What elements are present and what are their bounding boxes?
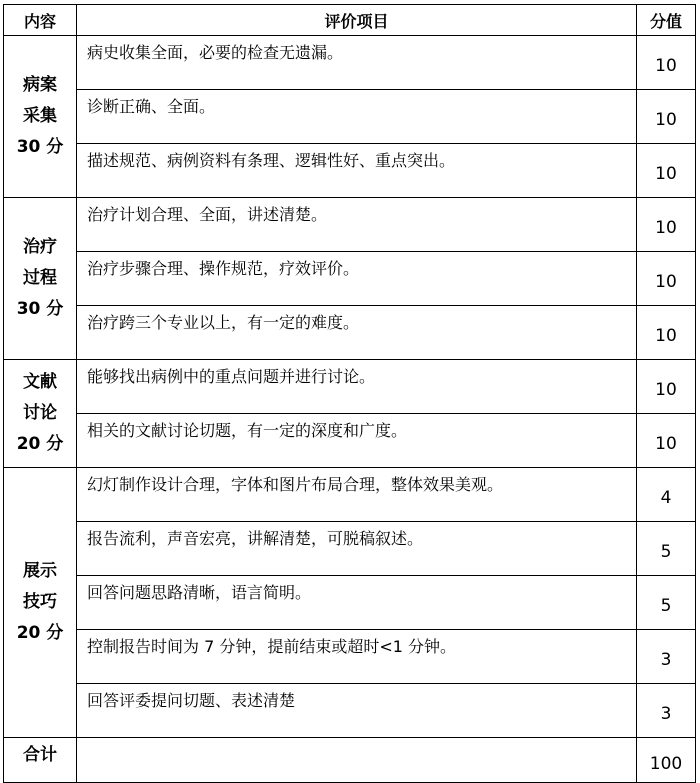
category-cell — [4, 198, 77, 360]
category-cell — [4, 468, 77, 738]
evaluation-item: 控制报告时间为 7 分钟，提前结束或超时<1 分钟。 — [77, 630, 637, 684]
score-value: 10 — [637, 414, 696, 468]
table-row — [4, 90, 696, 144]
table-row — [4, 576, 696, 630]
table-row — [4, 630, 696, 684]
evaluation-item: 治疗步骤合理、操作规范，疗效评价。 — [77, 252, 637, 306]
evaluation-table — [3, 4, 696, 783]
evaluation-item: 回答评委提问切题、表述清楚 — [77, 684, 637, 738]
table-row — [4, 36, 696, 90]
category-label-line: 展示 — [23, 561, 57, 581]
score-value: 4 — [637, 468, 696, 522]
category-label-line: 治疗 — [23, 237, 57, 257]
category-label-line: 病案 — [23, 75, 57, 95]
evaluation-item: 能够找出病例中的重点问题并进行讨论。 — [77, 360, 637, 414]
score-value: 10 — [637, 252, 696, 306]
table-row — [4, 468, 696, 522]
score-value: 10 — [637, 360, 696, 414]
total-score: 100 — [637, 738, 696, 783]
score-value: 10 — [637, 198, 696, 252]
score-value: 10 — [637, 144, 696, 198]
table-row — [4, 198, 696, 252]
header-score: 分值 — [637, 5, 696, 36]
category-cell — [4, 360, 77, 468]
table-row — [4, 684, 696, 738]
category-label-line: 技巧 — [23, 592, 57, 612]
score-value: 3 — [637, 684, 696, 738]
total-label: 合计 — [4, 738, 77, 783]
score-value: 10 — [637, 90, 696, 144]
score-value: 10 — [637, 306, 696, 360]
category-label-line: 30 分 — [16, 299, 64, 319]
evaluation-item: 描述规范、病例资料有条理、逻辑性好、重点突出。 — [77, 144, 637, 198]
score-value: 10 — [637, 36, 696, 90]
category-label-line: 讨论 — [23, 403, 57, 423]
table-row — [4, 522, 696, 576]
evaluation-item: 诊断正确、全面。 — [77, 90, 637, 144]
category-label-line: 20 分 — [16, 623, 64, 643]
header-item: 评价项目 — [77, 5, 637, 36]
category-label-line: 采集 — [23, 106, 57, 126]
evaluation-item: 幻灯制作设计合理，字体和图片布局合理，整体效果美观。 — [77, 468, 637, 522]
evaluation-item: 报告流利，声音宏亮，讲解清楚，可脱稿叙述。 — [77, 522, 637, 576]
score-value: 5 — [637, 576, 696, 630]
header-category: 内容 — [4, 5, 77, 36]
score-value: 3 — [637, 630, 696, 684]
evaluation-item: 治疗跨三个专业以上，有一定的难度。 — [77, 306, 637, 360]
category-cell — [4, 36, 77, 198]
evaluation-item: 回答问题思路清晰，语言简明。 — [77, 576, 637, 630]
total-row — [4, 738, 696, 783]
evaluation-item: 治疗计划合理、全面，讲述清楚。 — [77, 198, 637, 252]
table-row — [4, 252, 696, 306]
category-label-line: 过程 — [23, 268, 57, 288]
category-label-line: 20 分 — [16, 434, 64, 454]
category-label-line: 30 分 — [16, 137, 64, 157]
table-row — [4, 414, 696, 468]
table-row — [4, 144, 696, 198]
category-label-line: 文献 — [23, 372, 57, 392]
total-item — [77, 738, 637, 783]
table-row — [4, 306, 696, 360]
header-row — [4, 5, 696, 36]
score-value: 5 — [637, 522, 696, 576]
evaluation-item: 病史收集全面，必要的检查无遗漏。 — [77, 36, 637, 90]
evaluation-item: 相关的文献讨论切题，有一定的深度和广度。 — [77, 414, 637, 468]
table-row — [4, 360, 696, 414]
